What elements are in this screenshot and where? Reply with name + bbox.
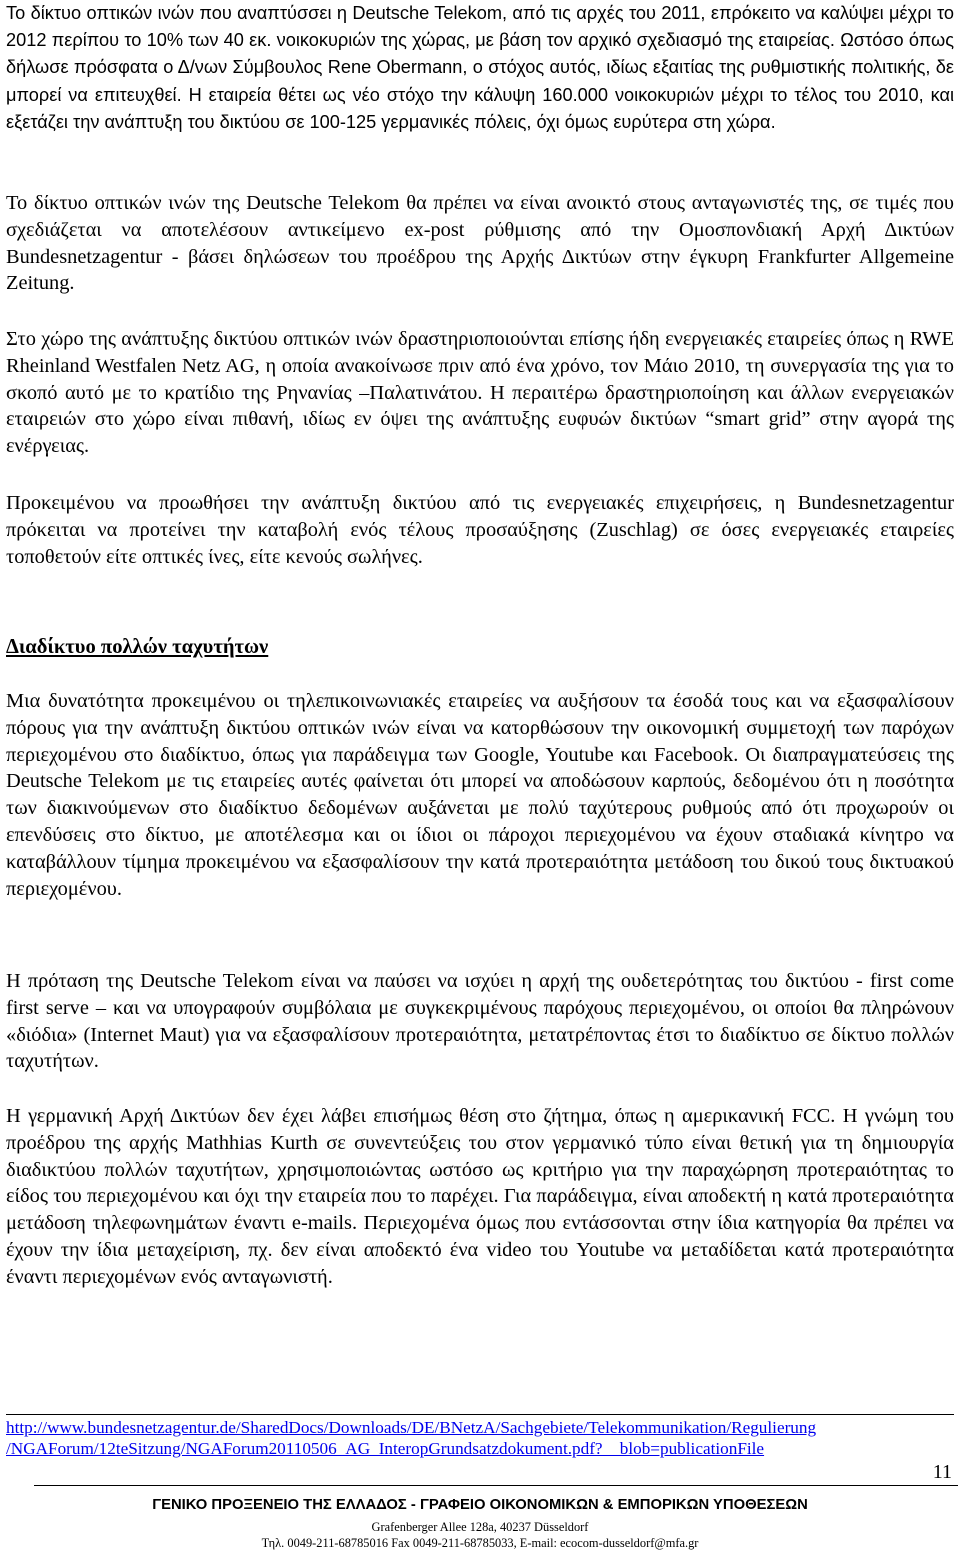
footer-organization: ΓΕΝΙΚΟ ΠΡΟΞΕΝΕΙΟ ΤΗΣ ΕΛΛΑΔΟΣ - ΓΡΑΦΕΙΟ ΟΙΚΟΝΟΜΙΚΩΝ & ΕΜΠΟΡΙΚΩΝ ΥΠΟΘΕΣΕΩΝ — [152, 1497, 808, 1513]
paragraph-energy-companies: Στο χώρο της ανάπτυξης δικτύου οπτικών ινών δραστηριοποιούνται επίσης ήδη ενεργειακές εταιρείες όπως η RWE Rheinland Westfalen Netz AG, η οποία ανακοίνωσε πριν από ένα χρόνο, τον Μάιο 2010, τη συνεργασία της για το σκοπό αυτό με το κρατίδιο της Ρηνανίας –Παλατινάτου. Η περαιτέρω δραστηριοποίηση και άλλων ενεργειακών εταιρειών στο χώρο είναι πιθανή, ιδίως εν όψει της ανάπτυξης ευφυών δικτύων “smart grid” στην αγορά της ενέργειας. — [6, 328, 954, 458]
paragraph-regulator-position: Η γερμανική Αρχή Δικτύων δεν έχει λάβει επισήμως θέση στο ζήτημα, όπως η αμερικανική FCC. Η γνώμη του προέδρου της αρχής Mathhias Kurth σε συνεντεύξεις του στον γερμανικό τύπο είναι θετική για τη δημιουργία διαδικτύου πολλών ταχυτήτων, χρησιμοποιώντας ωστόσο ως κριτήριο για την παραχώρηση προτεραιότητας το είδος του περιεχομένου και όχι την εταιρεία που το παρέχει. Για παράδειγμα, είναι αποδεκτή η κατά προτεραιότητα μετάδοση τηλεφωνημάτων έναντι e-mails. Περιεχομένα όμως που εντάσσονται στην ίδια κατηγορία θα πρέπει να έχουν την ίδια μεταχείριση, πχ. δεν είναι αποδεκτό ένα video του Youtube να μεταδίδεται κατά προτεραιότητα έναντι περιεχομένων ενός ανταγωνιστή. — [6, 1105, 954, 1288]
paragraph-zuschlag: Προκειμένου να προωθήσει την ανάπτυξη δικτύου από τις ενεργειακές επιχειρήσεις, η Bundesnetzagentur πρόκειται να προτείνει την καταβολή ενός τέλους προσαύξησης (Zuschlag) σε όσες ενεργειακές εταιρείες τοποθετούν είτε οπτικές ίνες, είτε κενούς σωλήνες. — [6, 492, 954, 568]
footer-address: Grafenberger Allee 128a, 40237 Düsseldorf — [371, 1520, 589, 1534]
paragraph-ftth-rollout: Το δίκτυο οπτικών ινών που αναπτύσσει η Deutsche Telekom, από τις αρχές του 2011, επρόκειτο να καλύψει μέχρι το 2012 περίπου το 10% των 40 εκ. νοικοκυριών της χώρας, με βάση τον αρχικό σχεδιασμό της εταιρείας. Ωστόσο όπως δήλωσε πρόσφατα ο Δ/νων Σύμβουλος Rene Obermann, ο στόχος αυτός, ιδίως εξαιτίας της ρυθμιστικής πολιτικής, δε μπορεί να επιτευχθεί. Η εταιρεία θέτει ως νέο στόχο την κάλυψη 160.000 νοικοκυριών μέχρι το τέλος του 2010, και εξετάζει την ανάπτυξη του δικτύου σε 100-125 γερμανικές πόλεις, όχι όμως ευρύτερα στη χώρα. — [6, 3, 954, 132]
footnote-separator — [6, 1414, 954, 1415]
footnote-link-line-1[interactable]: http://www.bundesnetzagentur.de/SharedDocs/Downloads/DE/BNetzA/Sachgebiete/Telekommunikation/Regulierung — [6, 1418, 817, 1437]
paragraph-dt-proposal: Η πρόταση της Deutsche Telekom είναι να παύσει να ισχύει η αρχή της ουδετερότητας του δικτύου - first come first serve – και να υπογραφούν συμβόλαια με συγκεκριμένους παρόχους περιεχομένου, οι οποίοι θα πληρώνουν «διόδια» (Internet Maut) για να εξασφαλίσουν προτεραιότητα, μετατρέποντας έτσι το διαδίκτυο σε δίκτυο πολλών ταχυτήτων. — [6, 970, 954, 1073]
paragraph-content-providers: Μια δυνατότητα προκειμένου οι τηλεπικοινωνιακές εταιρείες να αυξήσουν τα έσοδά τους και να εξασφαλίσουν πόρους για την ανάπτυξη δικτύου οπτικών ινών είναι να κατορθώσουν την οικονομική συμμετοχή των παρόχων περιεχομένου στο διαδίκτυο, όπως για παράδειγμα των Google, Youtube και Facebook. Οι διαπραγματεύσεις της Deutsche Telekom με τις εταιρείες αυτές φαίνεται ότι μπορεί να αποδώσουν καρπούς, δεδομένου ότι η ποσότητα των διακινούμενων στο διαδίκτυο δεδομένων αυξάνεται με πολύ ταχύτερους ρυθμούς από ότι προχωρούν οι επενδύσεις στο δίκτυο, με αποτέλεσμα και οι ίδιοι οι πάροχοι περιεχομένου να έχουν σταδιακά κίνητρο να καταβάλλουν τίμημα προκειμένου να εξασφαλίσουν την κατά προτεραιότητα μετάδοση του δικού τους δικτυακού περιεχομένου. — [6, 690, 954, 900]
section-heading: Διαδίκτυο πολλών ταχυτήτων — [6, 636, 269, 658]
page-number: 11 — [932, 1461, 952, 1483]
footnote-link-line-2[interactable]: /NGAForum/12teSitzung/NGAForum20110506_AG_InteropGrundsatzdokument.pdf?__blob=publicationFile — [6, 1439, 765, 1458]
footer-separator — [34, 1485, 958, 1486]
paragraph-open-access: Το δίκτυο οπτικών ινών της Deutsche Telekom θα πρέπει να είναι ανοικτό στους ανταγωνιστές της, σε τιμές που σχεδιάζεται να αποτελέσουν αντικείμενο ex-post ρύθμισης από την Ομοσπονδιακή Αρχή Δικτύων Bundesnetzagentur - βάσει δηλώσεων του προέδρου της Αρχής Δικτύων στην έγκυρη Frankfurter Allgemeine Zeitung. — [6, 192, 954, 295]
footer-contact: Τηλ. 0049-211-68785016 Fax 0049-211-68785033, E-mail: ecocom-dusseldorf@mfa.gr — [261, 1536, 699, 1550]
